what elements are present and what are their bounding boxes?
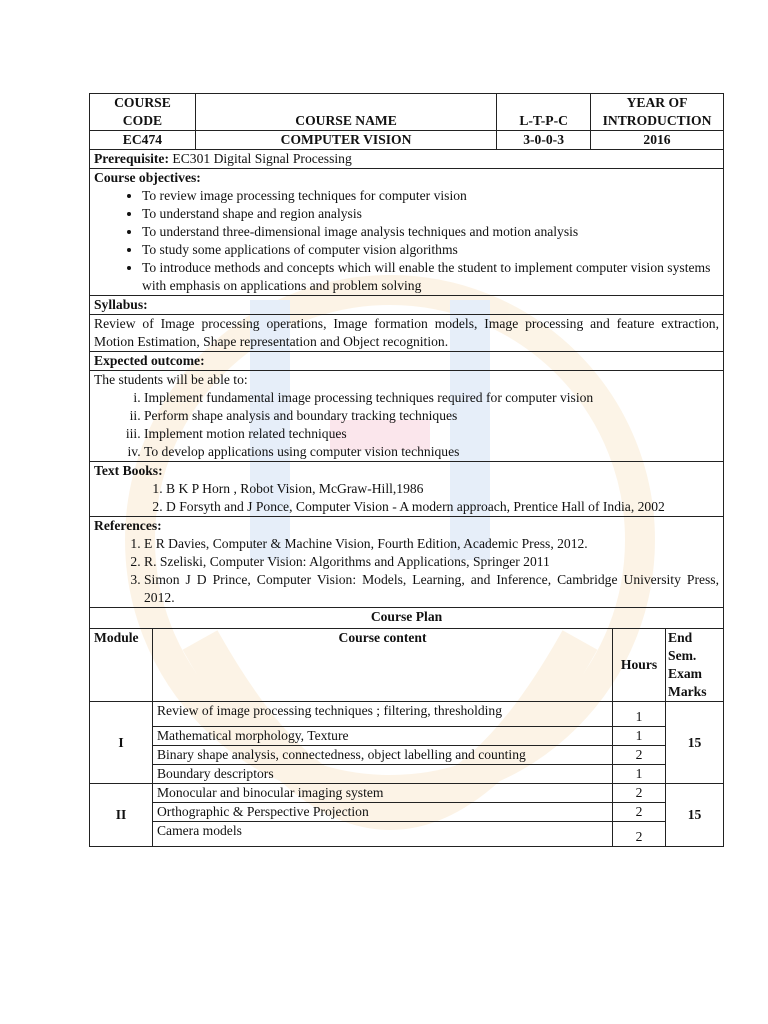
textbooks-list: [94, 480, 719, 516]
reference-item: 3. Simon J D Prince, Computer Vision: Models, Learning, and Inference, Cambridge University Press, 2012.: [144, 571, 719, 607]
course-name-label: COURSE NAME: [195, 94, 496, 131]
module-marks: 15: [666, 702, 724, 784]
plan-content: Boundary descriptors: [152, 765, 612, 784]
plan-row: [90, 784, 724, 803]
header-values-row: [90, 131, 724, 150]
textbooks-label: Text Books:: [94, 463, 163, 478]
textbook-item: 2. D Forsyth and J Ponce, Computer Vision - A modern approach, Prentice Hall of India, 2002: [166, 498, 719, 516]
plan-row: [90, 803, 724, 822]
plan-hours: 1: [613, 727, 666, 746]
plan-row: [90, 746, 724, 765]
plan-hours: 2: [613, 746, 666, 765]
reference-item: 2. R. Szeliski, Computer Vision: Algorithms and Applications, Springer 2011: [144, 553, 719, 571]
textbooks-row: [90, 462, 724, 517]
outcome-label: Expected outcome:: [90, 352, 724, 371]
outcome-label-row: [90, 352, 724, 371]
outcome-row: [90, 371, 724, 462]
outcome-item: iii. Implement motion related techniques: [144, 425, 719, 443]
module-id: I: [90, 702, 153, 784]
module-id: II: [90, 784, 153, 847]
plan-hours: 1: [613, 702, 666, 727]
objectives-list: [94, 187, 719, 295]
course-code-label: COURSE CODE: [90, 94, 196, 131]
reference-item: 1. E R Davies, Computer & Machine Vision, Fourth Edition, Academic Press, 2012.: [144, 535, 719, 553]
objective-item: • To understand shape and region analysis: [142, 205, 719, 223]
plan-content: Mathematical morphology, Texture: [152, 727, 612, 746]
plan-row: [90, 765, 724, 784]
objective-item: • To understand three-dimensional image analysis techniques and motion analysis: [142, 223, 719, 241]
plan-hours: 2: [613, 784, 666, 803]
objective-item: • To study some applications of computer vision algorithms: [142, 241, 719, 259]
outcome-item: iv. To develop applications using computer vision techniques: [144, 443, 719, 461]
objectives-row: [90, 169, 724, 296]
plan-row: [90, 727, 724, 746]
references-row: [90, 517, 724, 608]
plan-content: Review of image processing techniques ; filtering, thresholding: [152, 702, 612, 727]
objective-item: • To introduce methods and concepts which will enable the student to implement computer vision systems with emphasis on applications and problem solving: [142, 259, 719, 295]
outcome-list: [94, 389, 719, 461]
course-name: COMPUTER VISION: [195, 131, 496, 150]
year-value: 2016: [591, 131, 724, 150]
course-plan-table: [89, 628, 724, 847]
prerequisite-value: EC301 Digital Signal Processing: [172, 151, 352, 166]
plan-row: [90, 702, 724, 727]
syllabus-text: Review of Image processing operations, Image formation models, Image processing and feature extraction, Motion Estimation, Shape representation and Object recognition.: [90, 315, 724, 352]
objectives-label: Course objectives:: [94, 170, 201, 185]
plan-hours: 2: [613, 803, 666, 822]
references-label: References:: [94, 518, 162, 533]
year-label: YEAR OF INTRODUCTION: [591, 94, 724, 131]
course-plan-title: Course Plan: [90, 608, 724, 629]
content-header: Course content: [152, 629, 612, 702]
plan-content: Orthographic & Perspective Projection: [152, 803, 612, 822]
syllabus-row: [90, 315, 724, 352]
outcome-item: ii. Perform shape analysis and boundary tracking techniques: [144, 407, 719, 425]
outcome-item: i. Implement fundamental image processing techniques required for computer vision: [144, 389, 719, 407]
module-marks: 15: [666, 784, 724, 847]
plan-header-row: [90, 629, 724, 702]
prerequisite-row: [90, 150, 724, 169]
syllabus-label-row: [90, 296, 724, 315]
plan-hours: 1: [613, 765, 666, 784]
course-plan-title-row: [90, 608, 724, 629]
hours-header: Hours: [613, 629, 666, 702]
objective-item: • To review image processing techniques for computer vision: [142, 187, 719, 205]
references-list: [94, 535, 719, 607]
course-sheet: [89, 93, 724, 847]
module-header: Module: [90, 629, 153, 702]
outcome-intro: The students will be able to:: [94, 372, 248, 387]
ltpc-value: 3-0-0-3: [497, 131, 591, 150]
textbook-item: 1. B K P Horn , Robot Vision, McGraw-Hill,1986: [166, 480, 719, 498]
course-table: [89, 93, 724, 629]
plan-content: Monocular and binocular imaging system: [152, 784, 612, 803]
header-labels-row: [90, 94, 724, 131]
plan-hours: 2: [613, 822, 666, 847]
ltpc-label: L-T-P-C: [497, 94, 591, 131]
marks-header: End Sem. Exam Marks: [666, 629, 724, 702]
plan-row: [90, 822, 724, 847]
prerequisite-label: Prerequisite:: [94, 151, 169, 166]
plan-content: Camera models: [152, 822, 612, 847]
course-code: EC474: [90, 131, 196, 150]
plan-content: Binary shape analysis, connectedness, object labelling and counting: [152, 746, 612, 765]
syllabus-label: Syllabus:: [90, 296, 724, 315]
